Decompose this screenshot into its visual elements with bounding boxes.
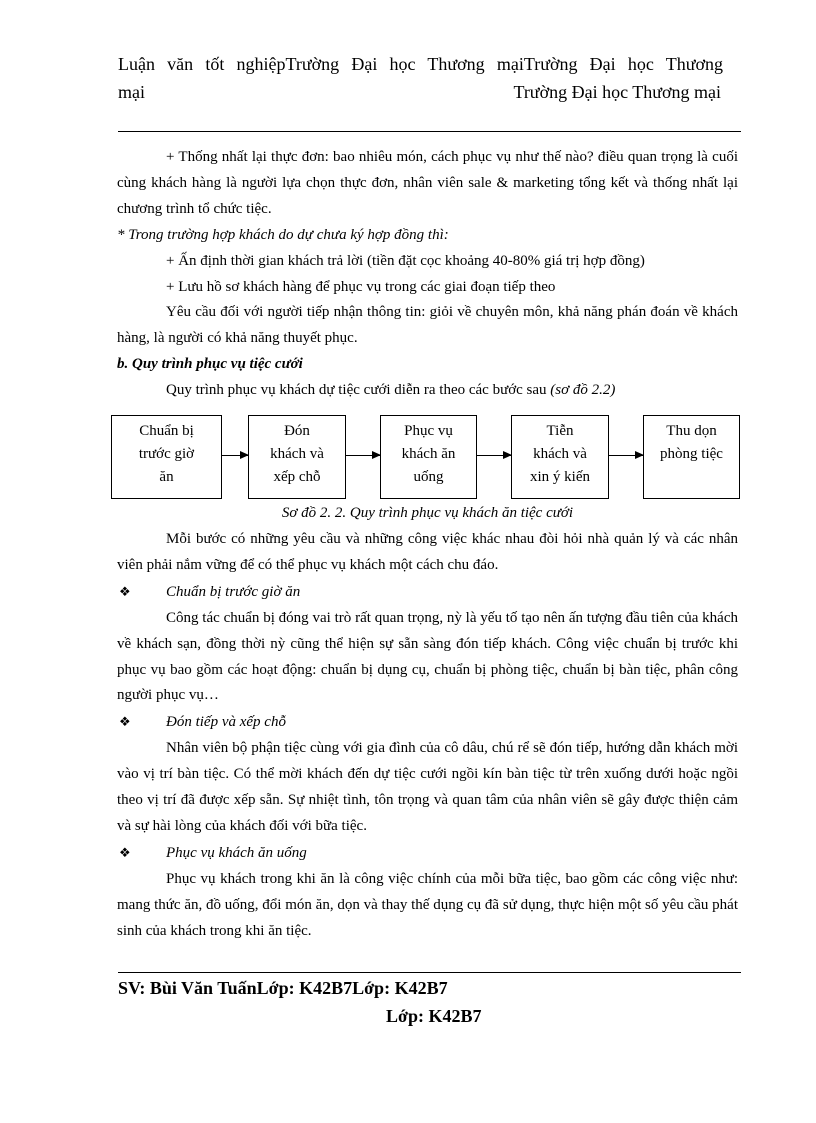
process-flow-diagram — [117, 415, 738, 501]
diamond-bullet-icon: ❖ — [119, 583, 131, 599]
flow-step-preparation — [111, 415, 222, 499]
page-footer — [118, 974, 741, 1030]
flow-step-farewell — [511, 415, 609, 499]
diamond-bullet-icon: ❖ — [119, 844, 131, 860]
flow-arrow — [346, 455, 380, 456]
flow-arrow — [477, 455, 511, 456]
flow-step-farewell-line: xin ý kiến — [530, 469, 590, 486]
paragraph-step-requirements: Mỗi bước có những yêu cầu và những công việc khác nhau đòi hỏi nhà quản lý và các nhân viên phải nắm vững để có thể phục vụ khách một cách chu đáo. — [117, 530, 738, 573]
process-intro-reference: (sơ đồ 2.2) — [550, 382, 616, 399]
flow-step-serving-line: khách ăn — [401, 446, 456, 463]
subheading-greeting-text: Đón tiếp và xếp chỗ — [166, 714, 286, 731]
paragraph-save-records: + Lưu hồ sơ khách hàng để phục vụ trong các giai đoạn tiếp theo — [166, 278, 556, 295]
flow-step-cleanup-line: phòng tiệc — [660, 446, 723, 463]
flow-step-greeting-line: Đón — [284, 423, 310, 440]
page-body — [117, 145, 738, 944]
flow-step-greeting — [248, 415, 346, 499]
flow-step-cleanup — [643, 415, 740, 499]
flow-step-preparation-line: trước giờ — [138, 446, 195, 463]
footer-line-1: SV: Bùi Văn TuấnLớp: K42B7Lớp: K42B7 — [118, 978, 448, 998]
flow-step-preparation-line: Chuẩn bị — [139, 423, 194, 440]
flow-step-greeting-line: khách và — [270, 446, 324, 463]
header-line-2-right: Trường Đại học Thương mại — [513, 82, 721, 102]
paragraph-process-intro — [117, 378, 738, 404]
flow-step-serving-line: uống — [413, 469, 444, 486]
footer-divider — [118, 972, 741, 973]
subheading-serving — [117, 840, 738, 867]
flow-step-greeting-line: xếp chỗ — [273, 469, 321, 486]
flow-arrow — [609, 455, 643, 456]
paragraph-menu-agreement: + Thống nhất lại thực đơn: bao nhiêu món, cách phục vụ như thế nào? điều quan trọng là cuối cùng khách hàng là người lựa chọn thực đơn, nhân viên sale & marketing tổng kết và thống nhất lại chương trình tổ chức tiệc. — [117, 149, 738, 217]
flow-step-farewell-line: khách và — [533, 446, 587, 463]
subheading-preparation — [117, 579, 738, 606]
flow-step-preparation-line: ăn — [159, 469, 174, 486]
footer-line-2: Lớp: K42B7 — [386, 1006, 482, 1026]
header-divider — [118, 131, 741, 132]
flow-step-serving-line: Phục vụ — [404, 423, 453, 440]
flow-step-cleanup-line: Thu dọn — [666, 423, 717, 440]
paragraph-preparation: Công tác chuẩn bị đóng vai trò rất quan trọng, nỳ là yếu tố tạo nên ấn tượng đầu tiên của khách về khách sạn, đồng thời nỳ cũng thể hiện sự sẵn sàng đón tiếp khách. Công việc chuẩn bị trước khi phục vụ bao gồm các hoạt động: chuẩn bị dụng cụ, chuẩn bị phòng tiệc, chuẩn bị bàn tiệc, phân công người phục vụ… — [117, 609, 738, 704]
flow-arrow — [222, 455, 248, 456]
subheading-serving-text: Phục vụ khách ăn uống — [166, 844, 307, 861]
flow-step-farewell-line: Tiễn — [546, 423, 574, 440]
subheading-greeting — [117, 709, 738, 736]
header-line-1: Luận văn tốt nghiệpTrường Đại học Thương mạiTrường Đại học Thương — [118, 54, 723, 74]
process-intro-text: Quy trình phục vụ khách dự tiệc cưới diễn ra theo các bước sau — [166, 382, 551, 399]
paragraph-hesitant-case: * Trong trường hợp khách do dự chưa ký hợp đồng thì: — [117, 226, 449, 243]
paragraph-requirements: Yêu cầu đối với người tiếp nhận thông tin: giỏi về chuyên môn, khả năng phán đoán về khách hàng, là người có khả năng thuyết phục. — [117, 304, 738, 347]
diagram-caption: Sơ đồ 2. 2. Quy trình phục vụ khách ăn tiệc cưới — [281, 505, 574, 522]
page-header — [118, 50, 723, 106]
paragraph-serving: Phục vụ khách trong khi ăn là công việc chính của mỗi bữa tiệc, bao gồm các công việc như: mang thức ăn, đồ uống, đổi món ăn, dọn và thay thế dụng cụ đã sử dụng, thực hiện một số yêu cầu phát sinh của khách trong khi ăn tiệc. — [117, 870, 738, 939]
header-line-2-left: mại — [118, 82, 145, 102]
section-heading-b: b. Quy trình phục vụ tiệc cưới — [117, 356, 303, 373]
subheading-preparation-text: Chuẩn bị trước giờ ăn — [166, 583, 301, 600]
diamond-bullet-icon: ❖ — [119, 714, 131, 730]
header-line-2 — [118, 78, 723, 106]
paragraph-reply-time: + Ấn định thời gian khách trả lời (tiền đặt cọc khoảng 40-80% giá trị hợp đồng) — [166, 252, 645, 269]
flow-step-serving — [380, 415, 477, 499]
paragraph-greeting: Nhân viên bộ phận tiệc cùng với gia đình của cô dâu, chú rể sẽ đón tiếp, hướng dẫn khách mời vào vị trí bàn tiệc. Có thể mời khách đến dự tiệc cưới ngồi kín bàn tiệc từ trên xuống dưới hoặc ngồi theo vị trí đã được xếp sẵn. Sự nhiệt tình, tôn trọng và quan tâm của nhân viên sẽ gây được thiện cảm và sự hài lòng của khách đối với bữa tiệc. — [117, 740, 738, 834]
